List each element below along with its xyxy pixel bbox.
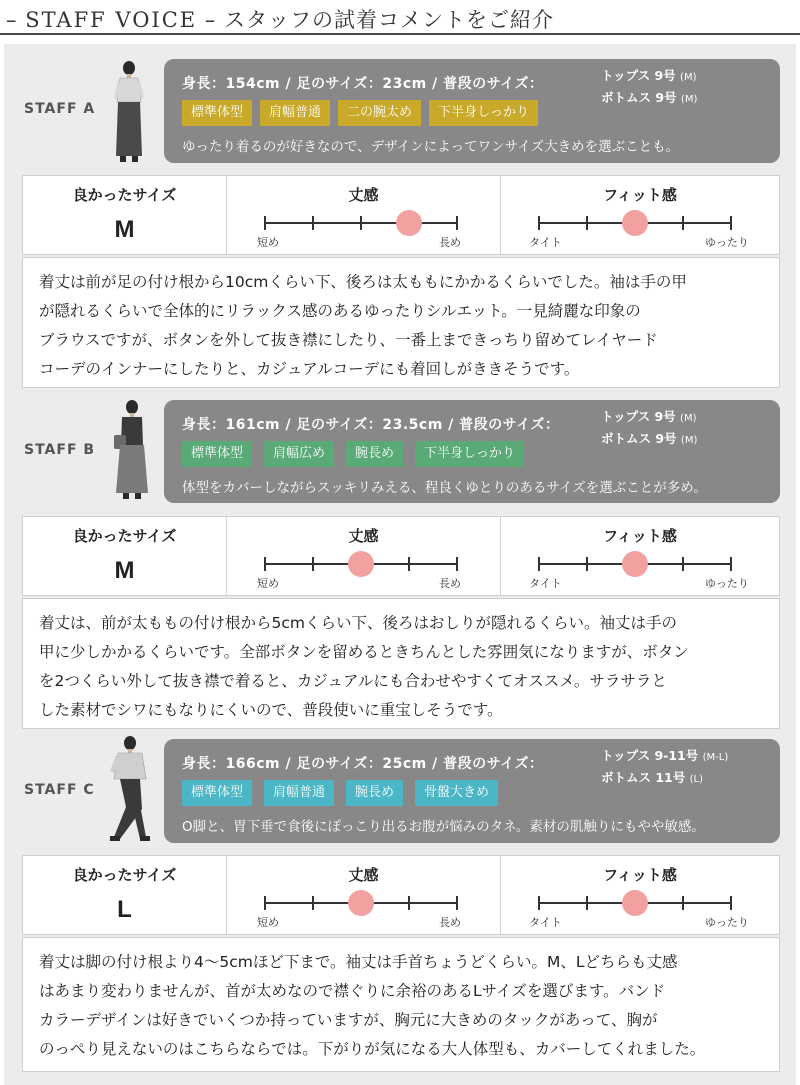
staff-comment: ゆったり着るのが好きなので、デザインによってワンサイズ大きめを選ぶことも。 [182, 139, 680, 155]
scale-tick [538, 896, 540, 910]
staff-comment: O脚と、胃下垂で食後にぽっこり出るお腹が悩みのタネ。素材の肌触りにもやや敏感。 [182, 819, 705, 835]
tag: 肩幅普通 [264, 780, 334, 806]
staff-profile-bubble [164, 739, 780, 843]
tag: 腕長め [346, 441, 403, 467]
tag: 肩幅普通 [260, 100, 330, 126]
usual-size [601, 407, 697, 451]
body-type-tags [182, 100, 538, 126]
review-text: 着丈は脚の付け根より4〜5cmほど下まで。袖丈は手首ちょうどくらい。M、Lどちらも丈感 はあまり変わりませんが、首が太めなので襟ぐりに余裕のあるLサイズを選びます。バンド カラーデザインは好きでいくつか持っていますが、胸元に大きめのタックがあって、胸が のっぺり見えないのはこちらならでは。下がりが気になる大人体型も、カバーしてくれました。 [39, 953, 706, 1058]
scale-tick [586, 557, 588, 571]
fit-cell [501, 517, 779, 595]
fit-max-label: ゆったり [705, 916, 749, 929]
review-text: 着丈は、前が太ももの付け根から5cmくらい下、後ろはおしりが隠れるくらい。袖丈は手の 甲に少しかかるくらいです。全部ボタンを留めるときちんとした雰囲気になりますが、ボタン を2つくらい外して抜き襟で着ると、カジュアルにも合わせやすくてオススメ。サラサラと した素材でシワにもなりにくいので、普段使いに重宝しそうです。 [39, 614, 689, 719]
fit-scale [539, 896, 731, 910]
length-max-label: 長め [439, 236, 461, 249]
scale-tick [456, 557, 458, 571]
staff-b-photo [112, 399, 152, 505]
tops-letter-size: (M) [680, 72, 697, 83]
tag: 標準体型 [182, 780, 252, 806]
staff-c-photo [106, 735, 156, 845]
fit-title: フィット感 [603, 866, 677, 884]
scale-tick [538, 557, 540, 571]
header-divider [0, 33, 800, 35]
scale-tick [408, 896, 410, 910]
fit-cell [501, 176, 779, 254]
length-cell [227, 176, 501, 254]
scale-marker [348, 551, 374, 577]
usual-size [601, 746, 728, 790]
staff-label: STAFF A [24, 101, 96, 117]
staff-profile-bubble [164, 59, 780, 163]
length-max-label: 長め [439, 577, 461, 590]
length-cell [227, 856, 501, 934]
usual-size [601, 66, 697, 110]
scale-tick [586, 216, 588, 230]
bottoms-size: ボトムス 9号 [601, 431, 677, 446]
fit-title: フィット感 [603, 527, 677, 545]
staff-spec: 身長：154cm / 足のサイズ：23cm / 普段のサイズ： [182, 76, 544, 92]
tops-size: トップス 9-11号 [601, 748, 699, 763]
scale-marker [396, 210, 422, 236]
tag: 下半身しっかり [415, 441, 524, 467]
bottoms-size: ボトムス 9号 [601, 90, 677, 105]
good-size-value: M [114, 557, 135, 584]
page-title: – STAFF VOICE – スタッフの試着コメントをご紹介 [6, 8, 554, 32]
tops-letter-size: (M) [680, 413, 697, 424]
length-min-label: 短め [257, 916, 279, 929]
good-size-cell [23, 856, 227, 934]
bottoms-size: ボトムス 11号 [601, 770, 686, 785]
tag: 標準体型 [182, 441, 252, 467]
good-size-cell [23, 517, 227, 595]
fit-scale [539, 216, 731, 230]
tag: 腕長め [346, 780, 403, 806]
length-scale [265, 216, 457, 230]
scale-tick [264, 557, 266, 571]
scale-marker [622, 551, 648, 577]
length-cell [227, 517, 501, 595]
length-title: 丈感 [348, 186, 379, 204]
staff-a-photo [112, 60, 146, 166]
review-text-box [22, 257, 780, 388]
good-size-value: M [114, 216, 135, 243]
scale-tick [264, 216, 266, 230]
staff-profile-bubble [164, 400, 780, 503]
scale-tick [456, 896, 458, 910]
length-title: 丈感 [348, 866, 379, 884]
length-min-label: 短め [257, 236, 279, 249]
bottoms-letter-size: (M) [680, 94, 698, 105]
review-text: 着丈は前が足の付け根から10cmくらい下、後ろは太ももにかかるくらいでした。袖は手の甲 が隠れるくらいで全体的にリラックス感のあるゆったりシルエット。一見綺麗な印象の ブラウスですが、ボタンを外して抜き襟にしたり、一番上まできっちり留めてレイヤード コーデのインナーにしたりと、カジュアルコーデにも着回しがききそうです。 [39, 273, 687, 378]
staff-comment: 体型をカバーしながらスッキリみえる、程良くゆとりのあるサイズを選ぶことが多め。 [182, 480, 707, 496]
size-evaluation [22, 175, 780, 255]
tag: 骨盤大きめ [415, 780, 498, 806]
scale-tick [264, 896, 266, 910]
scale-tick [730, 896, 732, 910]
good-size-value: L [117, 896, 132, 923]
title-en: STAFF VOICE [25, 8, 198, 32]
scale-marker [622, 890, 648, 916]
length-min-label: 短め [257, 577, 279, 590]
staff-spec: 身長：166cm / 足のサイズ：25cm / 普段のサイズ： [182, 756, 544, 772]
scale-tick [730, 557, 732, 571]
fit-scale [539, 557, 731, 571]
bottoms-letter-size: (L) [689, 774, 703, 785]
staff-spec: 身長：161cm / 足のサイズ：23.5cm / 普段のサイズ： [182, 417, 560, 433]
fit-max-label: ゆったり [705, 236, 749, 249]
fit-max-label: ゆったり [705, 577, 749, 590]
section-header [0, 0, 800, 36]
length-scale [265, 557, 457, 571]
staff-label: STAFF C [24, 782, 95, 798]
fit-min-label: タイト [529, 236, 562, 249]
good-size-title: 良かったサイズ [72, 186, 177, 204]
scale-tick [408, 557, 410, 571]
scale-tick [312, 557, 314, 571]
body-type-tags [182, 441, 524, 467]
scale-tick [312, 216, 314, 230]
scale-tick [360, 216, 362, 230]
review-text-box [22, 598, 780, 729]
good-size-title: 良かったサイズ [72, 527, 177, 545]
scale-tick [682, 896, 684, 910]
length-max-label: 長め [439, 916, 461, 929]
staff-label: STAFF B [24, 442, 96, 458]
fit-title: フィット感 [603, 186, 677, 204]
fit-min-label: タイト [529, 577, 562, 590]
length-scale [265, 896, 457, 910]
scale-tick [730, 216, 732, 230]
tag: 肩幅広め [264, 441, 334, 467]
fit-min-label: タイト [529, 916, 562, 929]
scale-tick [682, 216, 684, 230]
tops-letter-size: (M-L) [702, 752, 729, 763]
size-evaluation [22, 855, 780, 935]
bottoms-letter-size: (M) [680, 435, 698, 446]
scale-tick [456, 216, 458, 230]
tops-size: トップス 9号 [601, 68, 676, 83]
title-ja: スタッフの試着コメントをご紹介 [223, 8, 554, 32]
good-size-cell [23, 176, 227, 254]
tag: 下半身しっかり [429, 100, 538, 126]
good-size-title: 良かったサイズ [72, 866, 177, 884]
review-text-box [22, 937, 780, 1072]
scale-marker [622, 210, 648, 236]
fit-cell [501, 856, 779, 934]
scale-tick [586, 896, 588, 910]
scale-tick [682, 557, 684, 571]
scale-tick [538, 216, 540, 230]
scale-marker [348, 890, 374, 916]
length-title: 丈感 [348, 527, 379, 545]
scale-tick [312, 896, 314, 910]
size-evaluation [22, 516, 780, 596]
tops-size: トップス 9号 [601, 409, 676, 424]
tag: 標準体型 [182, 100, 252, 126]
tag: 二の腕太め [338, 100, 421, 126]
body-type-tags [182, 780, 498, 806]
